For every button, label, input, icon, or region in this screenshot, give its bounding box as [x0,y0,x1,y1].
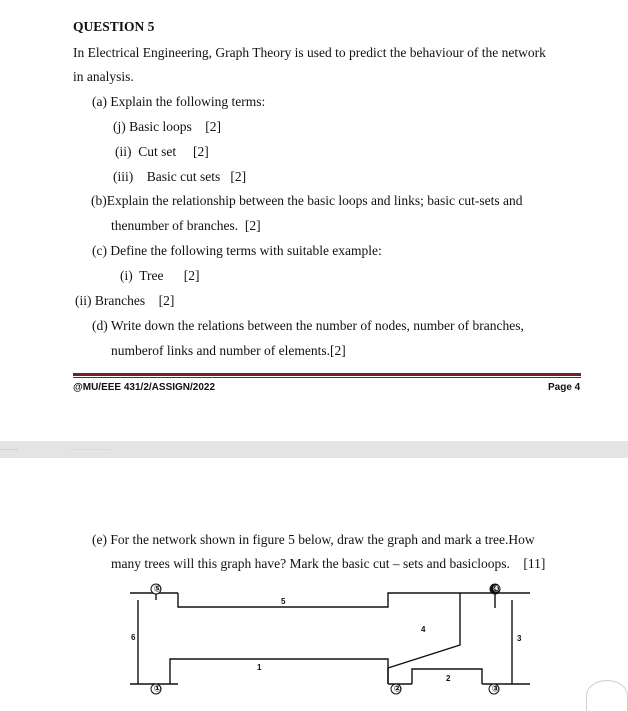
part-c-heading: (c) Define the following terms with suitable example: [92,243,382,258]
part-c-item-i: (i) Tree [2] [120,268,200,283]
network-wires [130,593,530,684]
footer-code: @MU/EEE 431/2/ASSIGN/2022 [73,382,216,393]
part-d-line-1: (d) Write down the relations between the number of nodes, number of branches, [92,318,524,333]
node-5 [151,584,161,595]
branch-label-6: 6 [131,633,136,642]
part-b-line-2: thenumber of branches. [2] [111,218,261,233]
branch-1-wire [170,659,388,684]
node-2 [391,684,401,695]
branch-label-2: 2 [446,674,451,683]
node-4-label: ④ [492,583,501,594]
scroll-corner-widget[interactable] [586,680,628,711]
node-1 [151,684,161,695]
part-e-line-2: many trees will this graph have? Mark the basic cut – sets and basicloops. [11] [111,556,546,571]
part-a-item-ii: (ii) Cut set [2] [115,144,209,159]
node-5-label: ⑤ [153,583,162,594]
part-b-line-1: (b)Explain the relationship between the basic loops and links; basic cut-sets and [91,193,523,208]
branch-label-4: 4 [421,625,426,634]
part-a-heading: (a) Explain the following terms: [92,94,266,109]
intro-line-1: In Electrical Engineering, Graph Theory is used to predict the behaviour of the network [73,45,546,60]
node-2-label: ② [393,683,402,694]
branch-label-5: 5 [281,597,286,606]
branch-5-wire [178,593,460,607]
node-4 [490,584,500,595]
part-e-line-1: (e) For the network shown in figure 5 below, draw the graph and mark a tree.How [92,532,535,547]
node-3-label: ③ [491,683,500,694]
part-a-item-i: (j) Basic loops [2] [113,119,221,134]
question-title: QUESTION 5 [73,19,155,34]
part-a-item-iii: (iii) Basic cut sets [2] [113,169,247,184]
part-c-item-ii: (ii) Branches [2] [75,293,175,308]
footer-page: Page 4 [548,382,581,393]
intro-line-2: in analysis. [73,69,134,84]
part-d-line-2: numberof links and number of elements.[2] [111,343,346,358]
branch-label-1: 1 [257,663,262,672]
node-1-label: ① [153,683,162,694]
branch-label-3: 3 [517,634,522,643]
node-3 [489,684,499,695]
